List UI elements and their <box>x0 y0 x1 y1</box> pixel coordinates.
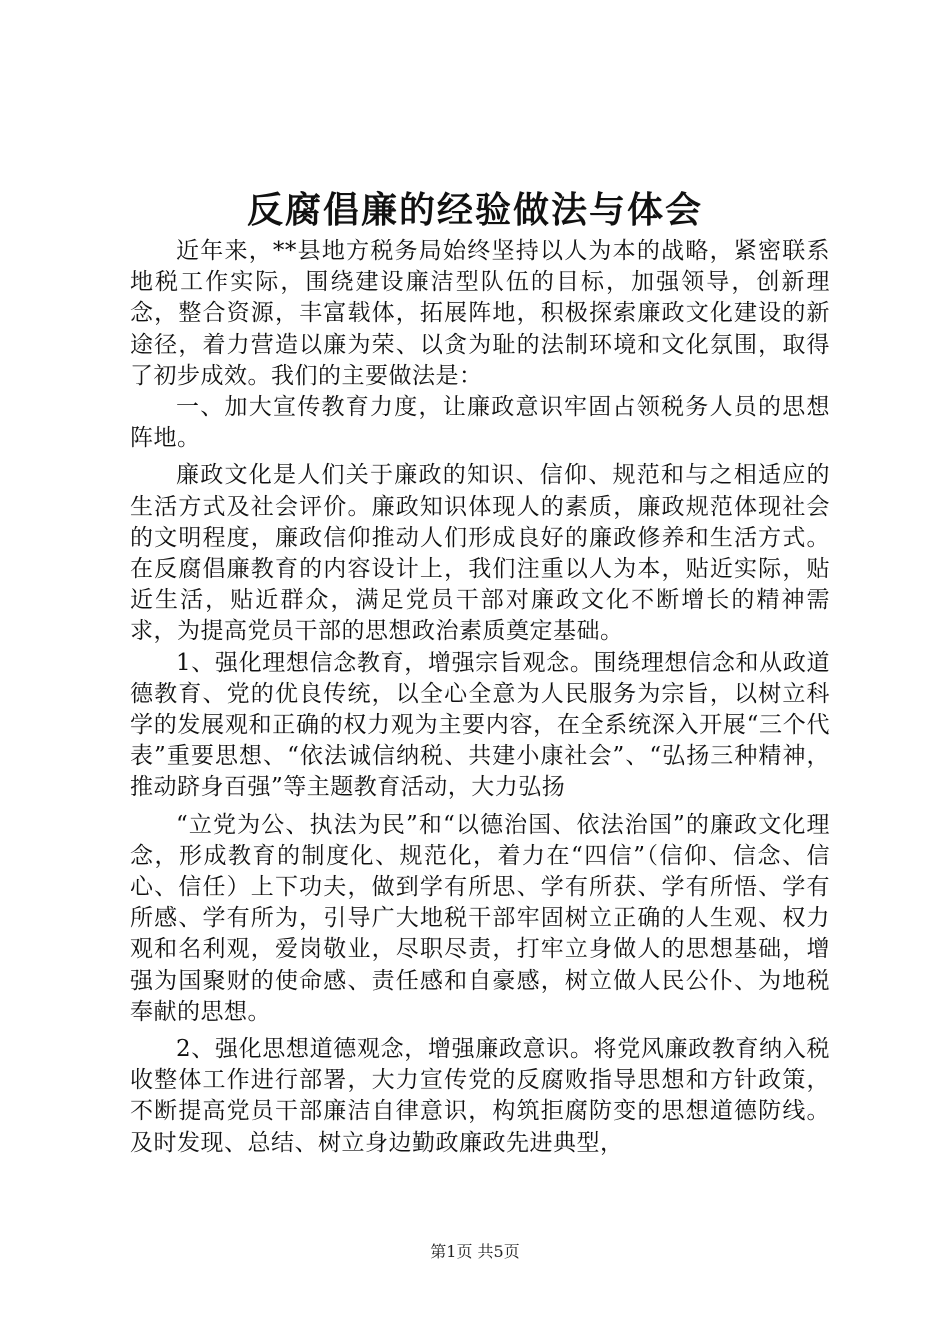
paragraph-item-1-continued: “立党为公、执法为民”和“以德治国、依法治国”的廉政文化理念，形成教育的制度化、规范化，着力在“四信”（信仰、信念、信心、信任）上下功夫，做到学有所思、学有所获、学有所悟、学有所感、学有所为，引导广大地税干部牢固树立正确的人生观、权力观和名利观，爱岗敬业，尽职尽责，打牢立身做人的思想基础，增强为国聚财的使命感、责任感和自豪感，树立做人民公仆、为地税奉献的思想。 <box>130 811 830 1025</box>
paragraph-item-1: 1、强化理想信念教育，增强宗旨观念。围绕理想信念和从政道德教育、党的优良传统，以全心全意为人民服务为宗旨，以树立科学的发展观和正确的权力观为主要内容，在全系统深入开展“三个代表”重要思想、“依法诚信纳税、共建小康社会”、“弘扬三种精神，推动跻身百强”等主题教育活动，大力弘扬 <box>130 649 830 801</box>
paragraph-section-1-heading: 一、加大宣传教育力度，让廉政意识牢固占领税务人员的思想阵地。 <box>130 394 830 452</box>
document-body <box>130 236 830 1159</box>
paragraph-clean-culture: 廉政文化是人们关于廉政的知识、信仰、规范和与之相适应的生活方式及社会评价。廉政知识体现人的素质，廉政规范体现社会的文明程度，廉政信仰推动人们形成良好的廉政修养和生活方式。在反腐倡廉教育的内容设计上，我们注重以人为本，贴近实际，贴近生活，贴近群众，满足党员干部对廉政文化不断增长的精神需求，为提高党员干部的思想政治素质奠定基础。 <box>130 462 830 645</box>
document-title: 反腐倡廉的经验做法与体会 <box>246 189 703 231</box>
paragraph-intro: 近年来，**县地方税务局始终坚持以人为本的战略，紧密联系地税工作实际，围绕建设廉洁型队伍的目标，加强领导，创新理念，整合资源，丰富载体，拓展阵地，积极探索廉政文化建设的新途径，着力营造以廉为荣、以贪为耻的法制环境和文化氛围，取得了初步成效。我们的主要做法是： <box>130 238 830 389</box>
paragraph-item-2: 2、强化思想道德观念，增强廉政意识。将党风廉政教育纳入税收整体工作进行部署，大力宣传党的反腐败指导思想和方针政策，不断提高党员干部廉洁自律意识，构筑拒腐防变的思想道德防线。及时发现、总结、树立身边勤政廉政先进典型， <box>130 1036 830 1156</box>
page-number-footer: 第1页 共5页 <box>430 1242 520 1261</box>
